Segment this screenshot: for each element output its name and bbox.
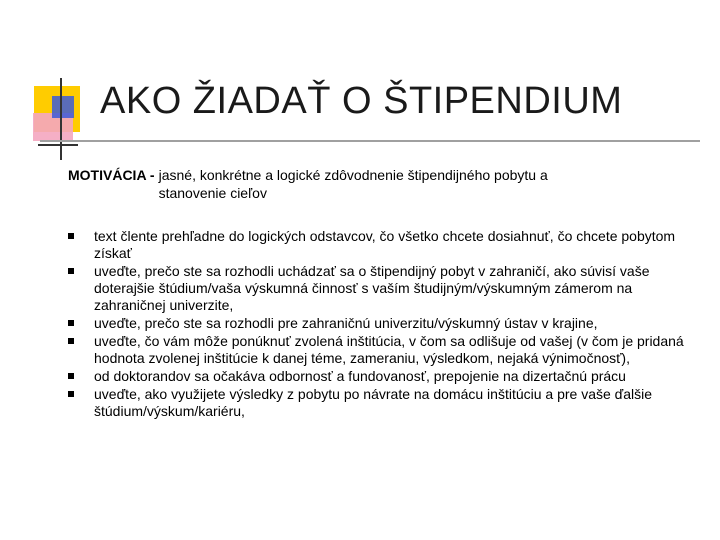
list-item-text: text člente prehľadne do logických odstavcov, čo všetko chcete dosiahnuť, čo chcete pobytom získať <box>94 228 676 261</box>
list-item-text: uveďte, prečo ste sa rozhodli uchádzať sa o štipendijný pobyt v zahraničí, ako súvisí vaše doterajšie štúdium/vaša výskumná činnosť s vaším študijným/výskumným zámerom na zahraničnej univerzite, <box>94 263 650 313</box>
intro-paragraph <box>68 166 688 202</box>
list-item-text: uveďte, prečo ste sa rozhodli pre zahraničnú univerzitu/výskumný ústav v krajine, <box>94 315 598 331</box>
list-item <box>62 263 702 314</box>
list-item-text: uveďte, čo vám môže ponúknuť zvolená inštitúcia, v čom sa odlišuje od vašej (v čom je pridaná hodnota zvolenej inštitúcie k danej téme, zameraniu, výsledkom, nejaká výnimočnosť), <box>94 333 684 366</box>
intro-lead: MOTIVÁCIA - <box>68 167 155 183</box>
bullet-list <box>62 228 702 421</box>
list-item <box>62 386 702 420</box>
decor-blue-square <box>52 96 74 118</box>
list-item <box>62 333 702 367</box>
bullet-icon <box>68 373 74 379</box>
list-item <box>62 228 702 262</box>
list-item-text: od doktorandov sa očakáva odbornosť a fundovanosť, prepojenie na dizertačnú prácu <box>94 368 626 384</box>
list-item <box>62 368 702 385</box>
decor-short-line <box>38 144 78 146</box>
title-underline <box>40 140 700 142</box>
intro-text: jasné, konkrétne a logické zdôvodnenie štipendijného pobytu a stanovenie cieľov <box>158 167 548 201</box>
bullet-icon <box>68 268 74 274</box>
list-item <box>62 315 702 332</box>
bullet-icon <box>68 233 74 239</box>
slide-title: AKO ŽIADAŤ O ŠTIPENDIUM <box>100 80 623 122</box>
bullet-icon <box>68 391 74 397</box>
bullet-icon <box>68 338 74 344</box>
decor-vertical-line <box>60 78 62 160</box>
list-item-text: uveďte, ako využijete výsledky z pobytu po návrate na domácu inštitúciu a pre vaše ďalšie štúdium/výskum/kariéru, <box>94 386 653 419</box>
bullet-icon <box>68 320 74 326</box>
